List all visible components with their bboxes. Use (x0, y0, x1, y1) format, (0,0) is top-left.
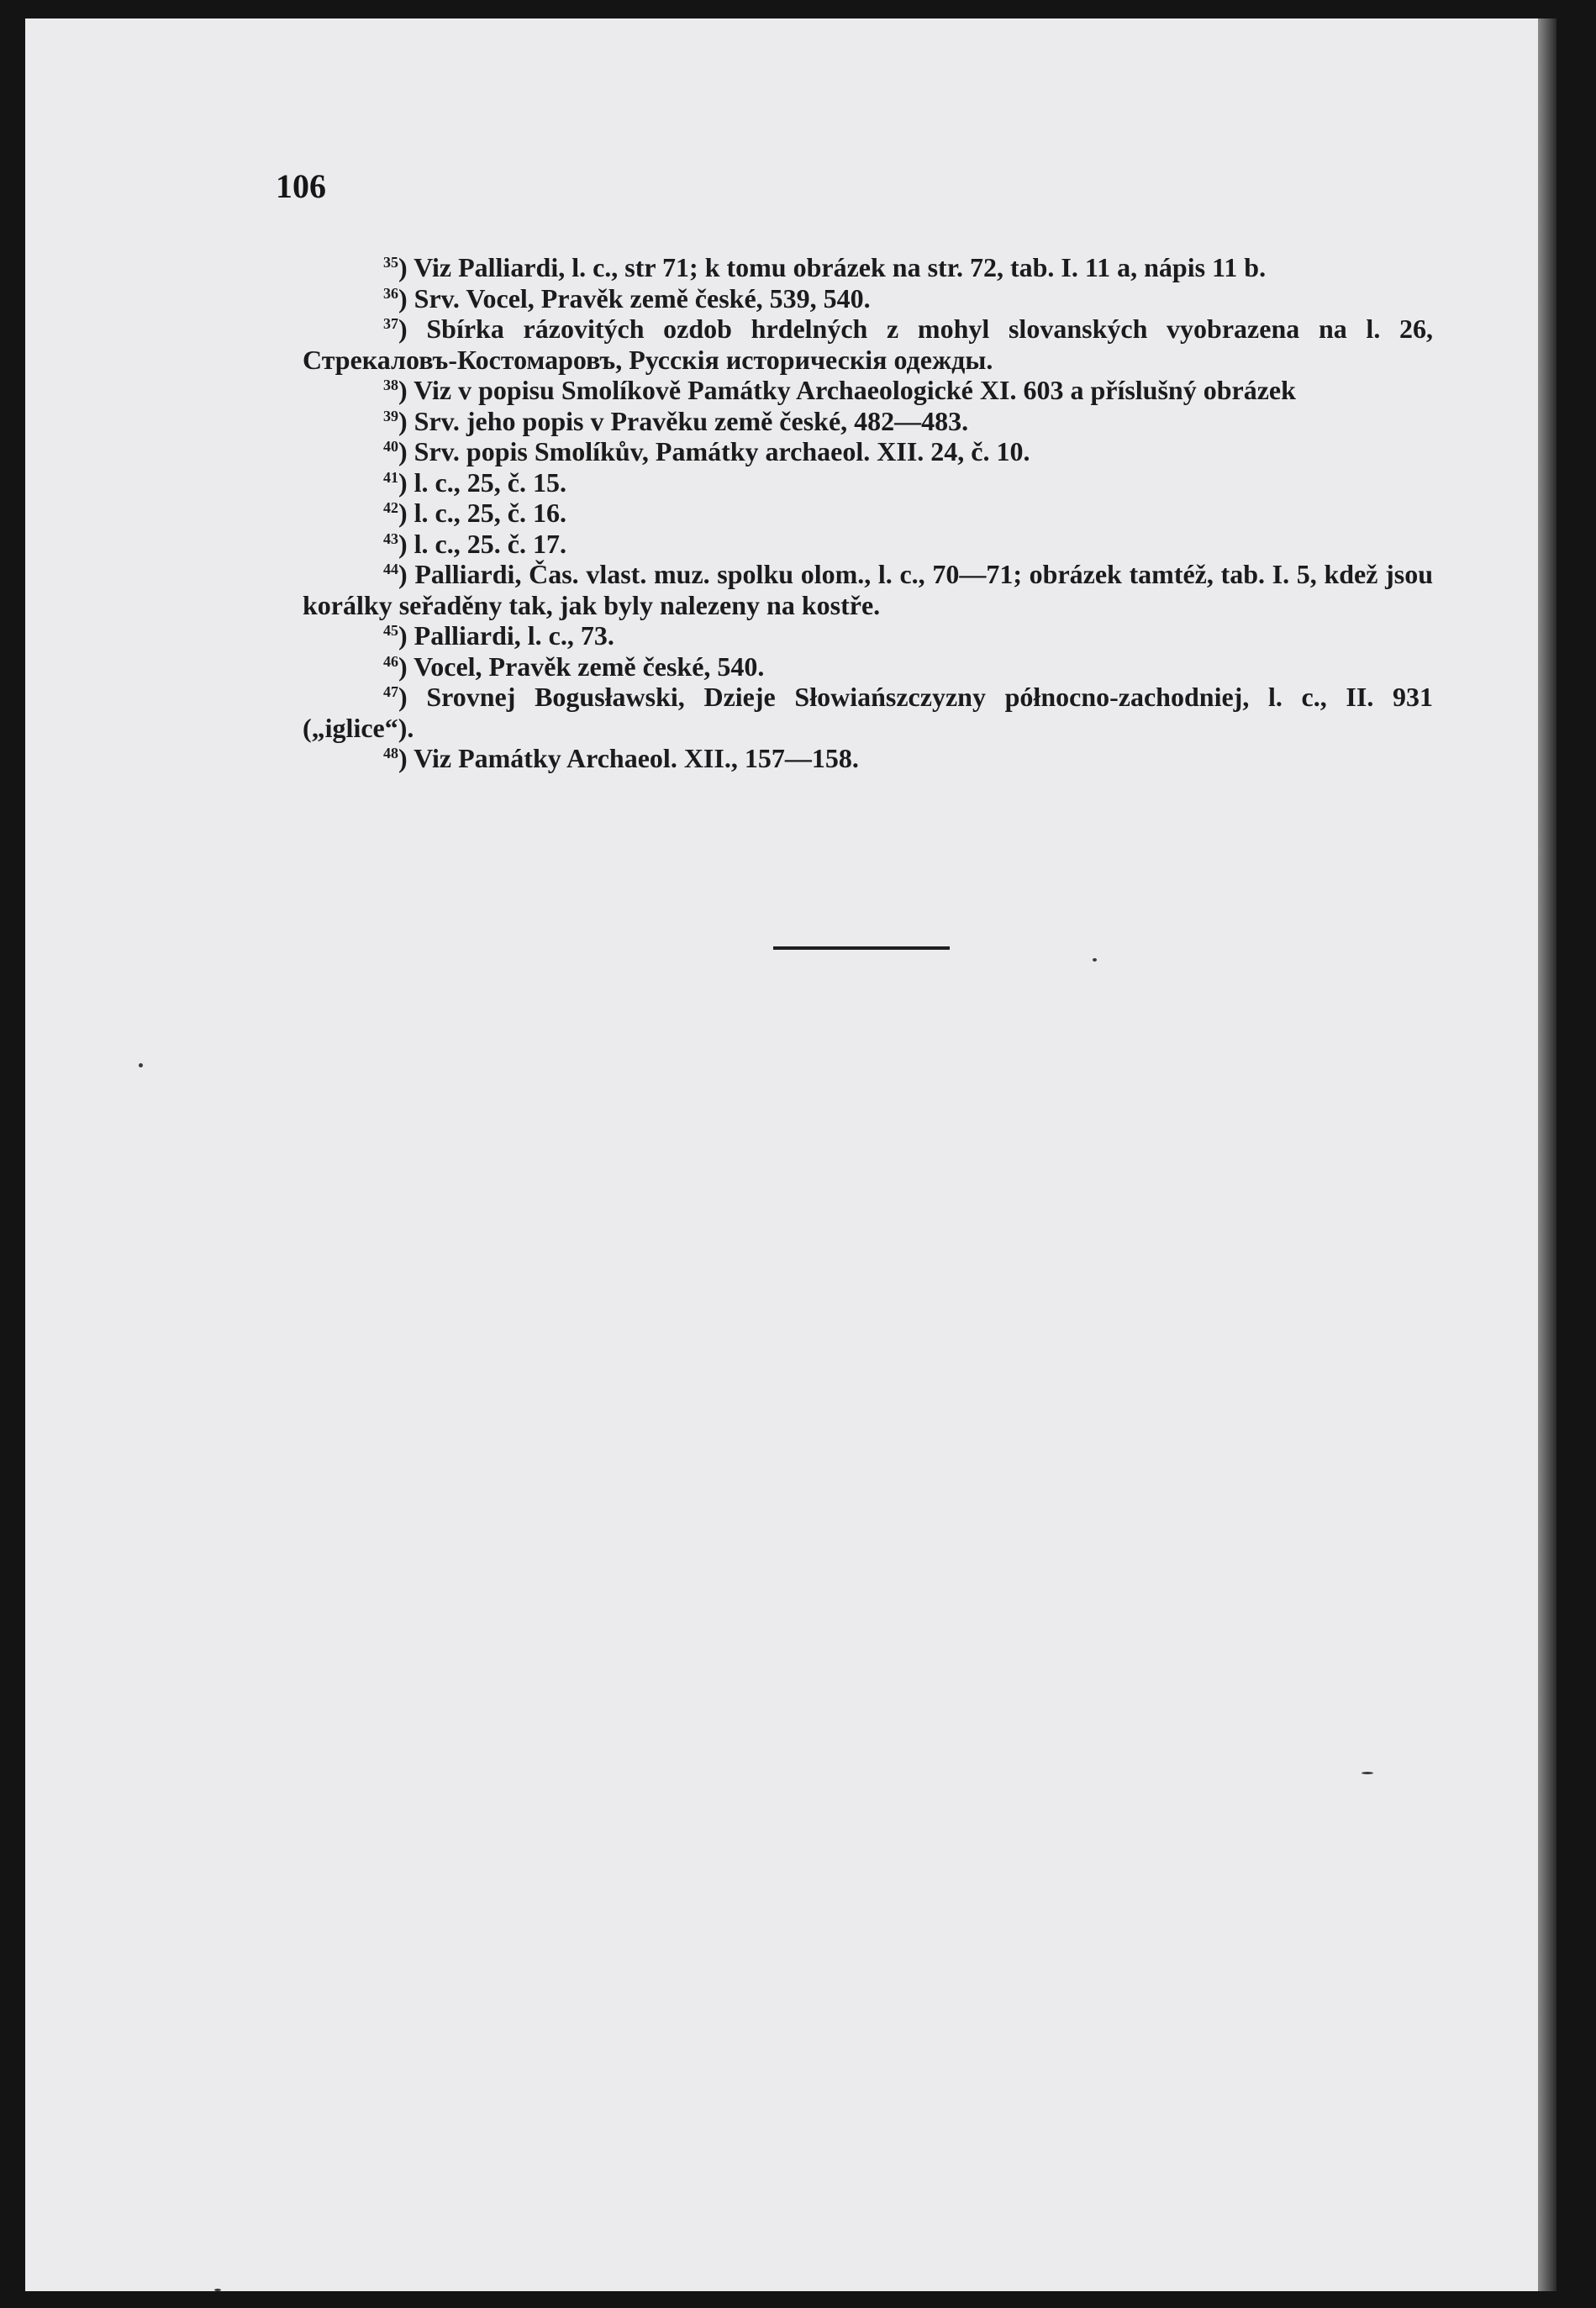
footnote-number: 40 (383, 438, 398, 455)
footnote-number: 44 (383, 561, 398, 577)
footnote-number: 35 (383, 254, 398, 271)
page-edge-shadow (1538, 18, 1556, 2291)
footnote-number: 36 (383, 284, 398, 302)
footnote-number: 42 (383, 499, 398, 516)
footnote-number: 48 (383, 745, 398, 761)
footnote-text: Vocel, Pravěk země české, 540. (413, 651, 765, 682)
dust-speck (214, 2289, 221, 2291)
footnote: $^{44}$) Palliardi, Čas. vlast. muz. spolku olom., l. c., 70—71; obrázek tamtéž, tab. I. 5, kdež jsou korálky seřaděny tak, jak byly nalezeny na kostře. (303, 559, 1434, 620)
footnote-text: Srv. jeho popis v Pravěku země české, 482—483. (413, 405, 969, 436)
footnote-text: Palliardi, l. c., 73. (413, 620, 614, 651)
footnote: $^{38}$) Viz v popisu Smolíkově Památky Archaeologické XI. 603 a příslušný obrázek (383, 375, 1296, 405)
footnote-text: Srv. popis Smolíkův, Památky archaeol. XII. 24, č. 10. (413, 436, 1030, 466)
dust-speck (1362, 1772, 1373, 1774)
footnote-number: 45 (383, 622, 398, 639)
footnote: $^{37}$) Sbírka rázovitých ozdob hrdelných z mohyl slovanských vyobrazena na l. 26, Стрекаловъ-Костомаровъ, Русскія историческія одежды. (303, 314, 1434, 375)
footnote-text: Viz Palliardi, l. c., str 71; k tomu obrázek na str. 72, tab. I. 11 a, nápis 11 b. (413, 252, 1267, 282)
footnote-text: l. c., 25, č. 16. (413, 498, 566, 528)
footnote: $^{47}$) Srovnej Bogusławski, Dzieje Słowiańszczyzny północno-zachodniej, l. c., II. 931 („iglice“). (303, 682, 1434, 743)
footnote-text: Sbírka rázovitých ozdob hrdelných z mohyl slovanských vyobrazena na l. 26, Стрекаловъ-Костомаровъ, Русскія историческія одежды. (303, 314, 1434, 375)
footnote: $^{48}$) Viz Památky Archaeol. XII., 157—158. (383, 743, 859, 773)
footnote: $^{42}$) l. c., 25, č. 16. (383, 498, 566, 528)
dust-speck (1093, 958, 1097, 962)
footnote-text: Viz Památky Archaeol. XII., 157—158. (413, 743, 859, 773)
footnote: $^{40}$) Srv. popis Smolíkův, Památky archaeol. XII. 24, č. 10. (383, 436, 1030, 466)
footnote-number: 43 (383, 530, 398, 547)
footnote-text: Srv. Vocel, Pravěk země české, 539, 540. (413, 282, 871, 314)
footnote-number: 39 (383, 407, 398, 424)
footnote-text: Viz v popisu Smolíkově Památky Archaeologické XI. 603 a příslušný obrázek (413, 375, 1296, 405)
footnotes-list (303, 252, 1433, 774)
footnote: $^{43}$) l. c., 25. č. 17. (383, 528, 566, 559)
section-end-rule (773, 946, 950, 950)
dust-speck (139, 1063, 143, 1067)
footnote-number: 38 (383, 377, 398, 393)
footnote: $^{36}$) Srv. Vocel, Pravěk země české, 539, 540. (383, 282, 871, 314)
footnote-number: 46 (383, 652, 398, 670)
footnote-text: Srovnej Bogusławski, Dzieje Słowiańszczyzny północno-zachodniej, l. c., II. 931 („iglice“). (303, 682, 1434, 743)
footnote: $^{35}$) Viz Palliardi, l. c., str 71; k tomu obrázek na str. 72, tab. I. 11 a, nápis 11 b. (383, 252, 1267, 282)
page-number: 106 (276, 167, 326, 205)
footnote-text: Palliardi, Čas. vlast. muz. spolku olom., l. c., 70—71; obrázek tamtéž, tab. I. 5, kdež jsou korálky seřaděny tak, jak byly nalezeny na kostře. (303, 559, 1434, 620)
footnote: $^{41}$) l. c., 25, č. 15. (383, 466, 566, 498)
footnote: $^{39}$) Srv. jeho popis v Pravěku země české, 482—483. (383, 405, 969, 436)
footnote: $^{45}$) Palliardi, l. c., 73. (383, 620, 614, 651)
footnote-text: l. c., 25. č. 17. (413, 528, 566, 559)
footnote-text: l. c., 25, č. 15. (413, 466, 566, 498)
footnote: $^{46}$) Vocel, Pravěk země české, 540. (383, 651, 765, 682)
footnote-number: 41 (383, 468, 398, 486)
footnote-number: 37 (383, 315, 398, 332)
footnote-number: 47 (383, 683, 398, 700)
